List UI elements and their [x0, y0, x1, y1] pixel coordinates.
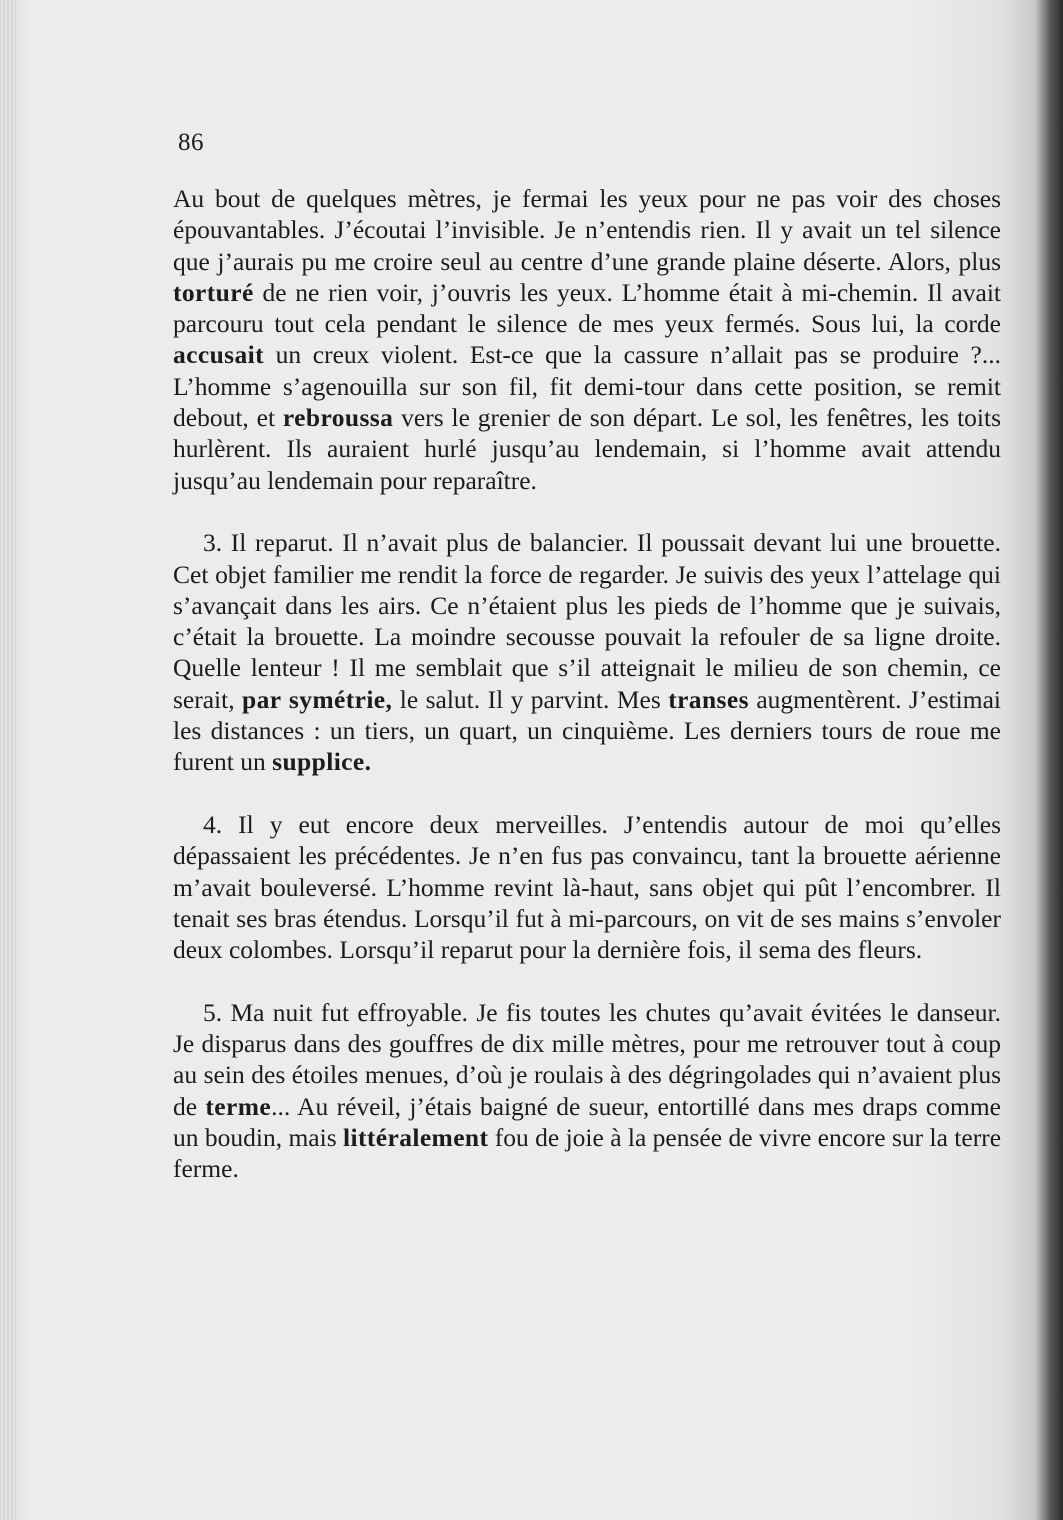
bold-term: par symétrie,: [242, 684, 393, 714]
text-run: de ne rien voir, j’ouvris les yeux. L’homme était à mi-chemin. Il avait parcouru tout cela pendant le silence de mes yeux fermés. Sous lui, la corde: [173, 277, 1001, 339]
bold-term: accusait: [173, 340, 265, 370]
paragraph: [173, 997, 1001, 1185]
paragraph: [173, 183, 1001, 496]
bold-term: transes: [668, 684, 749, 714]
bold-term: terme: [205, 1091, 272, 1121]
text-run: 5. Ma nuit fut effroyable. Je fis toutes les chutes qu’avait évitées le danseur. Je disparus dans des gouffres de dix mille mètres, pour me retrouver tout à coup au sein des étoiles menues, d’où je roulais à des dégringolades qui n’avaient plus de: [173, 997, 1001, 1121]
text-run: 3. Il reparut. Il n’avait plus de balancier. Il poussait devant lui une brouette. Cet objet familier me rendit la force de regarder. Je suivis des yeux l’attelage qui s’avançait dans les airs. Ce n’étaient plus les pieds de l’homme que je suivais, c’était la brouette. La moindre secousse pouvait la refouler de sa ligne droite. Quelle lenteur ! Il me semblait que s’il atteignait le milieu de son chemin, ce serait,: [173, 528, 1001, 714]
bold-term: littéralement: [343, 1122, 489, 1152]
paragraph: [173, 527, 1001, 777]
text-run: ... Au réveil, j’étais baigné de sueur, entortillé dans mes draps comme un boudin, mais: [173, 1091, 1001, 1152]
page-number: 86: [178, 129, 204, 156]
bold-term: supplice.: [272, 747, 372, 777]
bold-term: torturé: [173, 277, 254, 307]
text-run: 4. Il y eut encore deux merveilles. J’entendis autour de moi qu’elles dépassaient les précédentes. Je n’en fus pas convaincu, tant la brouette aérienne m’avait bouleversé. L’homme revint là-haut, sans objet qui pût l’encombrer. Il tenait ses bras étendus. Lorsqu’il fut à mi-parcours, on vit de ses mains s’envoler deux colombes. Lorsqu’il reparut pour la dernière fois, il sema des fleurs.: [173, 809, 1001, 965]
text-run: Au bout de quelques mètres, je fermai les yeux pour ne pas voir des choses épouvantables. J’écoutai l’invisible. Je n’entendis rien. Il y avait un tel silence que j’aurais pu me croire seul au centre d’une grande plaine déserte. Alors, plus: [173, 184, 1001, 276]
bold-term: rebroussa: [282, 403, 394, 433]
text-run: un creux violent. Est-ce que la cassure n’allait pas se produire ?... L’homme s’agenouilla sur son fil, fit demi-tour dans cette position, se remit debout, et: [173, 340, 1001, 433]
text-run: fou de joie à la pensée de vivre encore sur la terre ferme.: [173, 1122, 1002, 1184]
text-run: vers le grenier de son départ. Le sol, les fenêtres, les toits hurlèrent. Ils auraient hurlé jusqu’au lendemain, si l’homme avait attendu jusqu’au lendemain pour reparaître.: [173, 403, 1001, 495]
text-run: augmentèrent. J’estimai les distances : un tiers, un quart, un cinquième. Les derniers tours de roue me furent un: [173, 684, 1001, 777]
text-run: le salut. Il y parvint. Mes: [392, 684, 669, 714]
page-edge: [0, 0, 16, 1520]
text-body: [173, 183, 1001, 1185]
paragraph: [173, 809, 1001, 965]
